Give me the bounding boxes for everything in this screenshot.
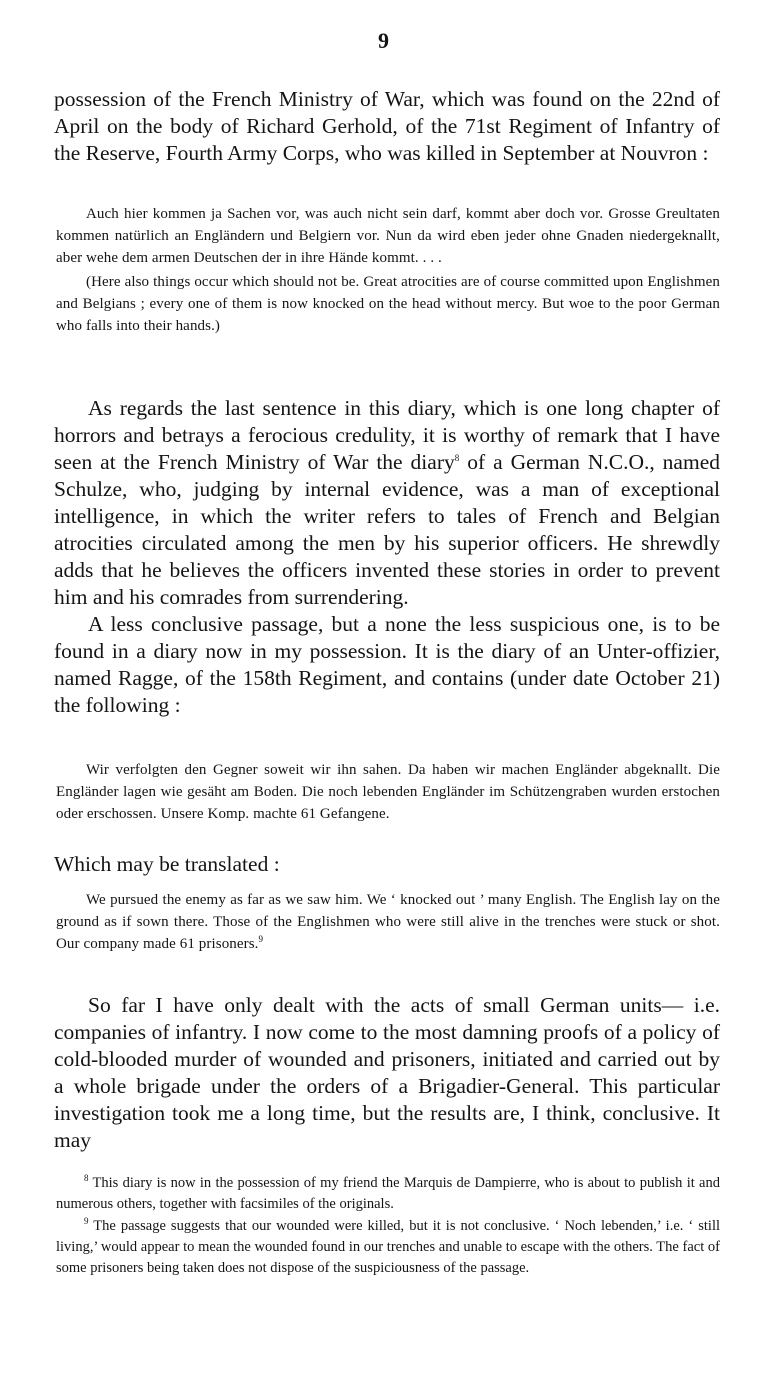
paragraph-2-after: of a German N.C.O., named Schulze, who, judging by internal evidence, was a man of exceptional intelligence, in which the writer refers to tales of French and Belgian atrocities circulated among the men by his superior officers. He shrewdly adds that he believes the officers invented these stories in order to prevent him and his comrades from surrendering. <box>54 450 720 609</box>
quote1-german: Auch hier kommen ja Sachen vor, was auch nicht sein darf, kommt aber doch vor. Grosse Greultaten kommen natürlich an Engländern und Belgiern vor. Nun da wird eben jeder ohne Gnaden niedergeknallt, aber wehe dem armen Deutschen der in ihre Hände kommt. . . . <box>56 206 720 266</box>
quote2-english-text: We pursued the enemy as far as we saw him. We ‘ knocked out ’ many English. The English lay on the ground as if sown there. Those of the Englishmen who were still alive in the trenches were stuck or shot. Our company made 61 prisoners. <box>56 892 720 952</box>
translation-intro: Which may be translated : <box>54 852 280 876</box>
footnote-9 <box>56 1216 720 1279</box>
body-section-2 <box>54 992 720 1154</box>
quote2-german: Wir verfolgten den Gegner soweit wir ihn sahen. Da haben wir machen Engländer abgeknallt. Die Engländer lagen wie gesäht am Boden. Die noch lebenden Engländer im Schützengraben wurden erstochen oder erschossen. Unsere Komp. machte 61 Gefangene. <box>56 762 720 822</box>
translation-intro-section <box>54 851 720 878</box>
paragraph-2-before: As regards the last sentence in this diary, which is one long chapter of horrors and betrays a ferocious credulity, it is worthy of remark that I have seen at the French Ministry of War the diary <box>54 396 720 474</box>
quote-2-translation <box>56 889 720 955</box>
paragraph-4: So far I have only dealt with the acts of small German units— i.e. companies of infantry. I now come to the most damning proofs of a policy of cold-blooded murder of wounded and prisoners, initiated and carried out by a whole brigade under the orders of a Brigadier-General. This particular investigation took me a long time, but the results are, I think, conclusive. It may <box>54 993 720 1152</box>
footnote-9-text: The passage suggests that our wounded were killed, but it is not conclusive. ‘ Noch lebenden,’ i.e. ‘ still living,’ would appear to mean the wounded found in our trenches and unable to escape with the others. The fact of some prisoners being taken does not dispose of the suspiciousness of the passage. <box>56 1218 720 1276</box>
footnote-mark-8: 8 <box>84 1173 89 1184</box>
footnote-8-text: This diary is now in the possession of my friend the Marquis de Dampierre, who is about to publish it and numerous others, together with facsimiles of the originals. <box>56 1175 720 1212</box>
quote1-english: (Here also things occur which should not be. Great atrocities are of course committed upon Englishmen and Belgians ; every one of them is now knocked on the head without mercy. But woe to the poor German who falls into their hands.) <box>56 274 720 334</box>
footnote-ref-8: 8 <box>454 452 460 463</box>
footnotes <box>56 1173 720 1279</box>
page-number: 9 <box>378 28 389 53</box>
intro-paragraph: possession of the French Ministry of War, which was found on the 22nd of April on the body of Richard Gerhold, of the 71st Regiment of Infantry of the Reserve, Fourth Army Corps, who was killed in September at Nouvron : <box>54 87 720 165</box>
body-section-1 <box>54 395 720 719</box>
paragraph-3: A less conclusive passage, but a none the less suspicious one, is to be found in a diary now in my possession. It is the diary of an Unter-offizier, named Ragge, of the 158th Regiment, and contains (under date October 21) the following : <box>54 612 720 717</box>
footnote-ref-9: 9 <box>258 934 264 944</box>
intro-section <box>54 86 720 167</box>
footnote-8 <box>56 1173 720 1215</box>
quote-1 <box>56 203 720 337</box>
quote-2 <box>56 759 720 825</box>
footnote-mark-9: 9 <box>84 1216 89 1227</box>
quote2-english <box>56 889 720 955</box>
paragraph-2 <box>54 395 720 611</box>
